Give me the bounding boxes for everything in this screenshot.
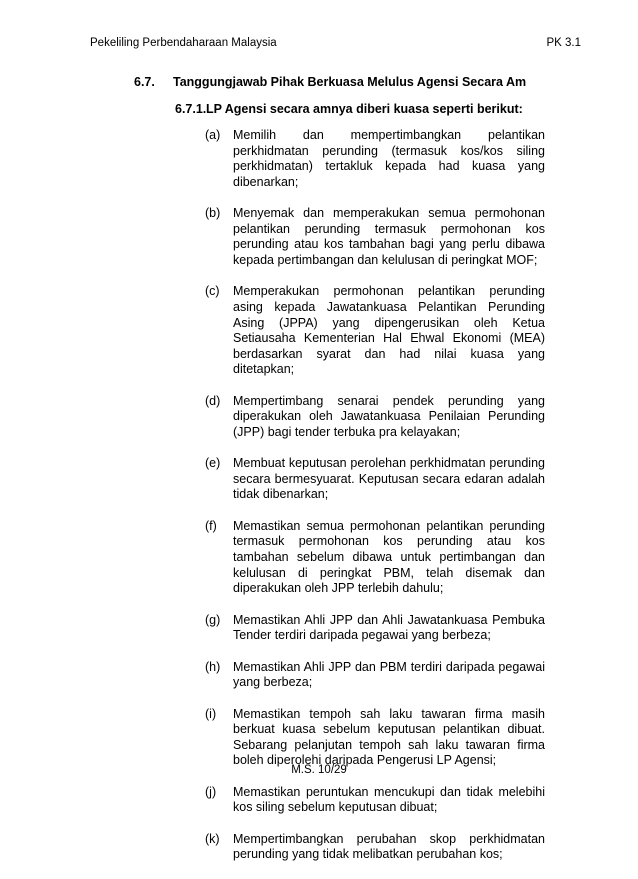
item-label: (c) [205, 284, 220, 299]
list-item [205, 394, 545, 441]
item-text: Memastikan semua permohonan pelantikan perunding termasuk permohonan kos perunding atau kos tambahan sebelum dibawa untuk pertimbangan dan kelulusan di peringkat PBM, telah disemak dan diperakukan oleh JPP terlebih dahulu; [233, 518, 545, 596]
section-title: Tanggungjawab Pihak Berkuasa Melulus Agensi Secara Am [173, 75, 527, 89]
item-text: Menyemak dan memperakukan semua permohonan pelantikan perunding termasuk permohonan kos perunding atau kos tambahan bagi yang perlu dibawa kepada pertimbangan dan kelulusan di peringkat MOF; [233, 206, 545, 267]
list-item [205, 785, 545, 816]
subsection-heading [175, 102, 555, 116]
list-item [205, 128, 545, 190]
list-item [205, 206, 545, 268]
subsection-title: LP Agensi secara amnya diberi kuasa seperti berikut: [206, 102, 523, 116]
header-title: Pekeliling Perbendaharaan Malaysia [90, 37, 277, 49]
item-label: (a) [205, 128, 221, 142]
list-item [205, 613, 545, 644]
item-label: (e) [205, 456, 221, 471]
page-number: M.S. 10/29 [291, 764, 347, 776]
item-text: Memastikan Ahli JPP dan Ahli Jawatankuasa Pembuka Tender terdiri daripada pegawai yang berbeza; [233, 612, 545, 643]
item-label: (j) [205, 784, 217, 799]
item-label: (h) [205, 659, 221, 674]
item-text: Mempertimbang senarai pendek perunding yang diperakukan oleh Jawatankuasa Penilaian Perunding (JPP) bagi tender terbuka pra kelayakan; [233, 393, 545, 439]
item-label: (g) [205, 612, 221, 627]
item-text: Mempertimbangkan perubahan skop perkhidmatan perunding yang tidak melibatkan perubahan kos; [233, 831, 545, 862]
header-code: PK 3.1 [546, 37, 581, 49]
item-label: (f) [205, 518, 217, 533]
item-text: Memastikan Ahli JPP dan PBM terdiri daripada pegawai yang berbeza; [233, 659, 545, 690]
list-item [205, 660, 545, 691]
list-item [205, 707, 545, 769]
list-item [205, 519, 545, 597]
list-item [205, 456, 545, 503]
list-item [205, 284, 545, 378]
item-text: Memastikan tempoh sah laku tawaran firma masih berkuat kuasa sebelum keputusan pelantikan dibuat. Sebarang pelanjutan tempoh sah laku tawaran firma boleh diperolehi daripada Pengerusi LP Agensi; [233, 706, 545, 768]
item-text: Memperakukan permohonan pelantikan perunding asing kepada Jawatankuasa Pelantikan Perunding Asing (JPPA) yang dipengerusikan oleh Ketua Setiausaha Kementerian Hal Ehwal Ekonomi (MEA) berdasarkan syarat dan had nilai kuasa yang ditetapkan; [233, 284, 545, 377]
item-label: (k) [205, 831, 220, 846]
item-label: (i) [205, 706, 217, 721]
subsection-number: 6.7.1. [175, 102, 207, 116]
item-text: Memilih dan mempertimbangkan pelantikan perkhidmatan perunding (termasuk kos/kos siling perkhidmatan) tertakluk kepada had kuasa yang dibenarkan; [233, 128, 545, 189]
item-label: (b) [205, 206, 221, 221]
item-text: Memastikan peruntukan mencukupi dan tidak melebihi kos siling sebelum keputusan dibuat; [233, 784, 545, 815]
section-heading [134, 75, 554, 89]
list-item [205, 832, 545, 863]
item-text: Membuat keputusan perolehan perkhidmatan perunding secara bermesyuarat. Keputusan secara edaran adalah tidak dibenarkan; [233, 456, 545, 502]
item-label: (d) [205, 393, 221, 408]
section-number: 6.7. [134, 75, 155, 89]
